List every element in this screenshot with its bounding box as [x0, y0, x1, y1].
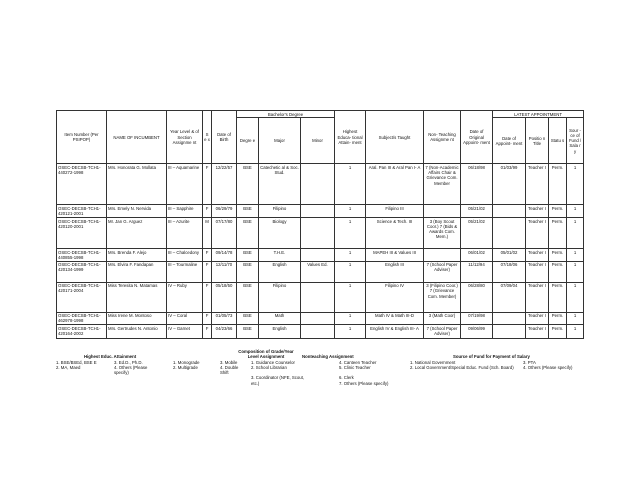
row-year-level: III – Sapphire: [167, 205, 203, 218]
legend-item: 3. Coordinator (NFE, Scout, etc.): [251, 375, 305, 386]
highest-ed-title: Highest Educ. Attainment: [84, 354, 137, 359]
col-highest-educ: Highest Educa- tional Attain- ment: [335, 111, 366, 164]
row-item-number: OSEC-DECSB-TCH1-462978-1998: [57, 312, 107, 325]
row-highest-educ: 1: [335, 248, 366, 261]
level-assignment-title: Level Assignment: [247, 354, 285, 359]
row-status: Perm.: [549, 248, 567, 261]
row-sex: F: [203, 164, 212, 205]
row-date-appointment: [493, 205, 526, 218]
legend-item: 1. National Government: [410, 360, 456, 365]
row-highest-educ: 1: [335, 205, 366, 218]
row-name: Mrs. Brenda F. Alejo: [107, 248, 167, 261]
row-status: Perm.: [549, 325, 567, 339]
level-col1: [173, 360, 215, 370]
row-subjects: Aral. Pan III & Aral Pan I- A: [366, 164, 424, 205]
fund-title: Source of Fund for Payment of Salary: [453, 354, 530, 359]
col-name: NAME OF INCUMBENT: [107, 111, 167, 164]
fund-col2: [523, 360, 583, 370]
row-status: Perm.: [549, 261, 567, 282]
personnel-table: [56, 110, 584, 339]
row-non-teaching: [424, 205, 461, 218]
nonteaching-col1: [251, 360, 331, 386]
row-position: Teacher I: [526, 164, 549, 205]
row-status: Perm.: [549, 217, 567, 248]
col-minor: Minor: [301, 118, 335, 164]
table-row: [57, 164, 584, 205]
row-non-teaching: 3 (Math Coor): [424, 312, 461, 325]
row-minor: [301, 282, 335, 312]
row-date-appointment: 05/01/02: [493, 248, 526, 261]
row-major: English: [259, 261, 301, 282]
row-minor: [301, 164, 335, 205]
row-major: Biology: [259, 217, 301, 248]
row-date-original: 07/19/98: [461, 312, 493, 325]
row-date-original: 06/28/80: [461, 282, 493, 312]
nonteaching-col2: [339, 360, 419, 386]
table-row: [57, 205, 584, 218]
col-bachelors: Bachelor's Degree: [237, 111, 335, 118]
row-degree: BSE: [237, 164, 259, 205]
row-dob: 09/14/78: [212, 248, 237, 261]
row-name: Mrs. Elvira F. Fandapan: [107, 261, 167, 282]
legend-item: 1. Monograde: [173, 360, 200, 365]
row-status: Perm.: [549, 312, 567, 325]
highest-ed-col2: [114, 360, 160, 376]
col-item-number: Item Number (Per PSIPOP): [57, 111, 107, 164]
row-highest-educ: 1: [335, 164, 366, 205]
legend-item: 2. MA, Maed: [56, 365, 81, 371]
row-fund: 1: [567, 282, 584, 312]
row-subjects: Filipino III: [366, 205, 424, 218]
row-item-number: OSEC-DECSB-TCH1-440272-1998: [57, 164, 107, 205]
table-row: [57, 261, 584, 282]
row-non-teaching: 7 (School Paper Adviser): [424, 325, 461, 339]
row-non-teaching: 7 (School Paper Adviser): [424, 261, 461, 282]
legend-item: 1. Guidance Counselor: [251, 360, 295, 365]
row-year-level: III – Azurite: [167, 217, 203, 248]
row-dob: 01/05/73: [212, 312, 237, 325]
row-non-teaching: [424, 248, 461, 261]
row-highest-educ: 1: [335, 261, 366, 282]
row-date-appointment: 07/18/06: [493, 261, 526, 282]
legend-item: 2. Local Government/Special Educ. Fund (Sch. Board): [410, 365, 514, 371]
row-non-teaching: 7 (Non-Academic Affairs Chair & Grievance Com. Member: [424, 164, 461, 205]
row-date-original: 05/21/02: [461, 205, 493, 218]
col-position: Positio n Title: [526, 118, 549, 164]
row-year-level: IV – Ruby: [167, 282, 203, 312]
row-major: Filipino: [259, 282, 301, 312]
col-date-appointment: Date of Appoint- ment: [493, 118, 526, 164]
col-dob: Date of Birth: [212, 111, 237, 164]
row-year-level: IV – Garnet: [167, 325, 203, 339]
row-degree: BSE: [237, 282, 259, 312]
row-dob: 06/29/79: [212, 205, 237, 218]
row-fund: 1: [567, 325, 584, 339]
legend-item: 2. School Librarian: [251, 365, 287, 371]
row-date-appointment: [493, 217, 526, 248]
col-latest-appointment: LATEST APPOINTMENT: [493, 111, 584, 118]
row-position: Teacher I: [526, 205, 549, 218]
col-date-original: Date of Original Appoint- ment: [461, 111, 493, 164]
table-row: [57, 217, 584, 248]
row-major: T.H.E.: [259, 248, 301, 261]
row-degree: BSE: [237, 205, 259, 218]
row-subjects: Science & Tech. III: [366, 217, 424, 248]
row-date-original: 09/06/99: [461, 325, 493, 339]
row-major: Filipino: [259, 205, 301, 218]
legend-item: 5. Clinic Teacher: [339, 365, 371, 371]
row-subjects: English III: [366, 261, 424, 282]
legend-item: 4. Others (Please specify): [114, 365, 148, 376]
row-name: Mrs. Emely N. Nervida: [107, 205, 167, 218]
row-degree: BSE: [237, 217, 259, 248]
row-non-teaching: 3 (Boy Scout Coor.) 7 (Bids & Awards Com. Mem.): [424, 217, 461, 248]
legend: [56, 349, 582, 459]
row-year-level: IV – Coral: [167, 312, 203, 325]
nonteaching-title: Nonteaching Assignment: [302, 354, 354, 359]
row-sex: F: [203, 282, 212, 312]
row-fund: 1: [567, 164, 584, 205]
row-minor: [301, 325, 335, 339]
row-date-appointment: 01/03/99: [493, 164, 526, 205]
highest-ed-col1: [56, 360, 108, 370]
row-non-teaching: 3 (Filipino Coor.) 7 (Grievance Com. Member): [424, 282, 461, 312]
row-subjects: English IV & English III- A: [366, 325, 424, 339]
row-position: Teacher I: [526, 282, 549, 312]
composition-title: Composition of Grade/Year: [238, 349, 294, 354]
row-date-appointment: [493, 312, 526, 325]
row-item-number: OSEC-DECSB-TCH1-420164-2002: [57, 325, 107, 339]
row-minor: [301, 248, 335, 261]
table-row: [57, 325, 584, 339]
row-year-level: III – Aquamarine: [167, 164, 203, 205]
legend-item: 4. Double Shift: [220, 365, 239, 376]
col-degree: Degre e: [237, 118, 259, 164]
table-row: [57, 312, 584, 325]
row-degree: BSE: [237, 248, 259, 261]
row-status: Perm.: [549, 282, 567, 312]
legend-item: 3. Ed.D., Ph.D.: [114, 360, 143, 365]
col-major: Major: [259, 118, 301, 164]
legend-item: 6. Clerk: [339, 375, 354, 381]
legend-item: 2. Multigrade: [173, 365, 198, 371]
row-item-number: OSEC-DECSB-TCH1-420134-1999: [57, 261, 107, 282]
row-item-number: OSEC-DECSB-TCH1-420121-2001: [57, 205, 107, 218]
legend-item: 4. Others (Please specify): [523, 365, 573, 371]
row-highest-educ: 1: [335, 325, 366, 339]
row-major: Catechetic al & Soc. Stud.: [259, 164, 301, 205]
row-item-number: OSEC-DECSB-TCH1-440855-1998: [57, 248, 107, 261]
row-date-original: 06/18/98: [461, 164, 493, 205]
row-position: Teacher I: [526, 261, 549, 282]
row-status: Perm.: [549, 164, 567, 205]
row-fund: 1: [567, 261, 584, 282]
level-col2: [220, 360, 244, 376]
legend-item: 1. BSE/BSEd, BSE E: [56, 360, 97, 365]
row-status: Perm.: [549, 205, 567, 218]
row-name: Mrs. Gertrudes N. Antonio: [107, 325, 167, 339]
row-minor: [301, 217, 335, 248]
row-dob: 05/18/50: [212, 282, 237, 312]
row-major: English: [259, 325, 301, 339]
legend-item: 3. PTA: [523, 360, 536, 365]
row-year-level: III – Chalcedony: [167, 248, 203, 261]
row-date-original: 05/21/02: [461, 217, 493, 248]
row-item-number: OSEC-DECSB-TCH1-420120-2001: [57, 217, 107, 248]
row-position: Teacher I: [526, 217, 549, 248]
legend-item: 7. Others (Please specify): [339, 380, 389, 386]
row-position: Teacher I: [526, 248, 549, 261]
row-name: Mrs. Honorata G. Mollata: [107, 164, 167, 205]
row-fund: 1: [567, 312, 584, 325]
row-minor: [301, 205, 335, 218]
row-dob: 12/11/70: [212, 261, 237, 282]
table-row: [57, 248, 584, 261]
row-name: Mr. Jan G. Arguez: [107, 217, 167, 248]
row-dob: 04/23/66: [212, 325, 237, 339]
fund-col1: [410, 360, 528, 370]
row-dob: 12/22/57: [212, 164, 237, 205]
col-subjects: Subject/s Taught: [366, 111, 424, 164]
row-highest-educ: 1: [335, 312, 366, 325]
row-dob: 07/17/80: [212, 217, 237, 248]
row-sex: F: [203, 248, 212, 261]
row-position: Teacher I: [526, 312, 549, 325]
row-name: Miss Teresita N. Matamas: [107, 282, 167, 312]
row-sex: F: [203, 312, 212, 325]
col-fund: Sour -ce of Fund / Sala r y: [567, 118, 584, 164]
row-date-original: 11/12/94: [461, 261, 493, 282]
table-row: [57, 282, 584, 312]
row-date-original: 06/01/02: [461, 248, 493, 261]
row-fund: 1: [567, 205, 584, 218]
row-highest-educ: 1: [335, 282, 366, 312]
row-major: Math: [259, 312, 301, 325]
row-minor: [301, 312, 335, 325]
row-degree: BSE: [237, 312, 259, 325]
row-year-level: III – Tourmaline: [167, 261, 203, 282]
legend-item: 4. Canteen Teacher: [339, 360, 377, 365]
row-sex: F: [203, 325, 212, 339]
col-non-teaching: Non- Teaching Assignme nt: [424, 111, 461, 164]
row-date-appointment: 07/09/04: [493, 282, 526, 312]
row-name: Miss Irene M. Montoso: [107, 312, 167, 325]
row-subjects: MAPEH III & Values III: [366, 248, 424, 261]
row-item-number: OSEC-DECSB-TCH1-420171-2004: [57, 282, 107, 312]
row-fund: 1: [567, 217, 584, 248]
row-sex: M: [203, 217, 212, 248]
legend-item: 3. Mobile: [220, 360, 238, 365]
row-highest-educ: 1: [335, 217, 366, 248]
row-subjects: Filipino IV: [366, 282, 424, 312]
col-year-level: Year Level & of Section Assignme nt: [167, 111, 203, 164]
row-sex: F: [203, 261, 212, 282]
col-status: Statu s: [549, 118, 567, 164]
row-sex: F: [203, 205, 212, 218]
row-degree: BSE: [237, 325, 259, 339]
row-degree: BSE: [237, 261, 259, 282]
row-date-appointment: [493, 325, 526, 339]
row-minor: Values Ed.: [301, 261, 335, 282]
row-position: Teacher I: [526, 325, 549, 339]
col-sex: S e x: [203, 111, 212, 164]
row-subjects: Math IV & Math III-D: [366, 312, 424, 325]
row-fund: 1: [567, 248, 584, 261]
